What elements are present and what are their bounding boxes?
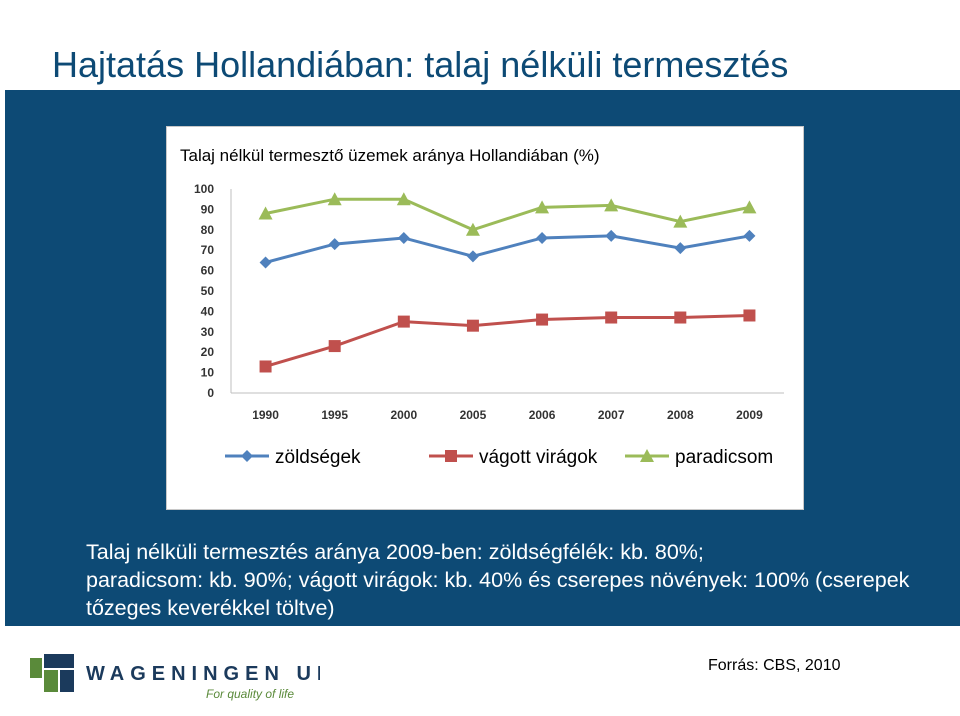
legend-label: vágott virágok <box>479 447 598 468</box>
series-3 <box>259 192 757 236</box>
legend-label: paradicsom <box>675 447 774 468</box>
data-point <box>260 256 272 268</box>
chart-container <box>166 126 804 510</box>
data-point <box>260 360 272 372</box>
legend <box>225 447 773 468</box>
x-tick-label: 2000 <box>390 408 418 422</box>
y-tick-label: 20 <box>200 345 214 360</box>
series-layer <box>259 192 757 372</box>
data-point <box>329 238 341 250</box>
line-chart <box>167 127 803 509</box>
caption-line-1: Talaj nélküli termesztés aránya 2009-ben: zöldségfélék: kb. 80%; <box>86 540 704 564</box>
y-tick-label: 30 <box>200 324 214 339</box>
data-point <box>536 314 548 326</box>
data-point <box>743 230 755 242</box>
data-point <box>398 232 410 244</box>
x-tick-label: 2008 <box>666 408 694 422</box>
y-tick-label: 90 <box>200 202 214 217</box>
legend-marker <box>241 450 253 462</box>
y-tick-label: 50 <box>200 284 214 298</box>
legend-item <box>225 447 361 468</box>
x-tick-label: 2007 <box>597 408 625 422</box>
x-tick-label: 2009 <box>736 408 763 422</box>
series-1 <box>260 230 756 269</box>
x-tick-label: 2005 <box>459 408 487 422</box>
y-tick-label: 70 <box>200 243 214 258</box>
wageningen-logo <box>30 652 320 709</box>
data-point <box>329 340 341 352</box>
data-point <box>605 312 617 324</box>
data-point <box>605 230 617 242</box>
legend-marker <box>445 450 457 462</box>
logo-wordmark: WAGENINGEN UR <box>86 663 320 685</box>
data-point <box>467 250 479 262</box>
y-tick-label: 80 <box>200 222 214 237</box>
y-tick-label: 10 <box>200 365 214 380</box>
y-tick-label: 0 <box>207 386 214 400</box>
x-tick-labels <box>252 408 763 422</box>
series-2 <box>260 309 756 372</box>
x-tick-label: 2006 <box>528 408 556 422</box>
chart-title: Talaj nélkül termesztő üzemek aránya Hollandiában (%) <box>180 146 600 165</box>
y-tick-label: 100 <box>193 182 214 196</box>
data-point <box>536 232 548 244</box>
logo-tagline: For quality of life <box>206 687 295 701</box>
data-point <box>674 242 686 254</box>
y-tick-label: 40 <box>200 304 214 319</box>
legend-item <box>429 447 598 468</box>
data-point <box>398 316 410 328</box>
caption-line-2: paradicsom: kb. 90%; vágott virágok: kb. 40% és cserepes növények: 100% (cserepek tőzeges keverékkel töltve) <box>86 568 910 620</box>
slide-title: Hajtatás Hollandiában: talaj nélküli termesztés <box>52 44 789 85</box>
y-tick-labels <box>194 182 214 400</box>
x-tick-label: 1995 <box>321 408 349 422</box>
data-point <box>743 309 755 321</box>
y-tick-label: 60 <box>200 263 214 278</box>
legend-label: zöldségek <box>275 447 361 468</box>
data-point <box>674 312 686 324</box>
legend-item <box>625 447 773 468</box>
caption <box>86 538 946 622</box>
data-point <box>467 320 479 332</box>
x-tick-label: 1990 <box>252 408 279 422</box>
source-note: Forrás: CBS, 2010 <box>708 657 841 674</box>
wageningen-logo-graphic <box>30 652 320 704</box>
